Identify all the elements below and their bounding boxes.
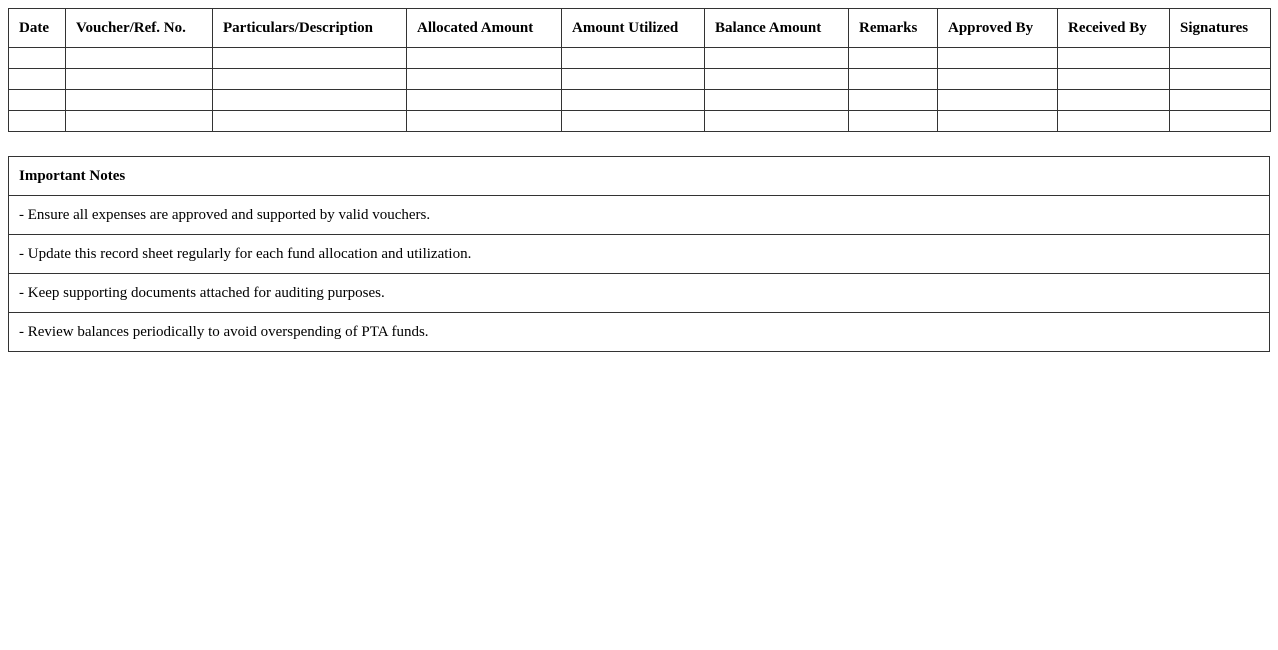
- table-cell[interactable]: [705, 90, 849, 111]
- table-cell[interactable]: [1058, 69, 1170, 90]
- table-cell[interactable]: [213, 111, 407, 132]
- important-notes-table: [8, 156, 1270, 352]
- table-cell[interactable]: [213, 90, 407, 111]
- note-item: - Update this record sheet regularly for each fund allocation and utilization.: [9, 235, 1270, 274]
- column-header-particulars: Particulars/Description: [213, 9, 407, 48]
- table-cell[interactable]: [407, 111, 562, 132]
- table-cell[interactable]: [1058, 90, 1170, 111]
- column-header-date: Date: [9, 9, 66, 48]
- table-cell[interactable]: [705, 111, 849, 132]
- column-header-allocated-amount: Allocated Amount: [407, 9, 562, 48]
- note-item: - Review balances periodically to avoid overspending of PTA funds.: [9, 313, 1270, 352]
- table-row: [9, 90, 1271, 111]
- table-row: [9, 48, 1271, 69]
- fund-record-table: [8, 8, 1271, 132]
- table-cell[interactable]: [66, 111, 213, 132]
- table-cell[interactable]: [1170, 90, 1271, 111]
- table-cell[interactable]: [9, 111, 66, 132]
- table-cell[interactable]: [1170, 48, 1271, 69]
- table-cell[interactable]: [407, 69, 562, 90]
- notes-title: Important Notes: [9, 157, 1270, 196]
- table-cell[interactable]: [562, 90, 705, 111]
- table-cell[interactable]: [1170, 111, 1271, 132]
- table-cell[interactable]: [9, 69, 66, 90]
- table-cell[interactable]: [66, 69, 213, 90]
- note-item: - Ensure all expenses are approved and supported by valid vouchers.: [9, 196, 1270, 235]
- table-cell[interactable]: [849, 69, 938, 90]
- table-cell[interactable]: [849, 90, 938, 111]
- table-cell[interactable]: [9, 90, 66, 111]
- table-cell[interactable]: [1170, 69, 1271, 90]
- table-cell[interactable]: [938, 69, 1058, 90]
- column-header-approved-by: Approved By: [938, 9, 1058, 48]
- note-row: [9, 274, 1270, 313]
- column-header-amount-utilized: Amount Utilized: [562, 9, 705, 48]
- table-cell[interactable]: [213, 48, 407, 69]
- table-cell[interactable]: [407, 90, 562, 111]
- table-cell[interactable]: [938, 111, 1058, 132]
- document-body: [8, 8, 1270, 352]
- table-cell[interactable]: [213, 69, 407, 90]
- table-cell[interactable]: [66, 90, 213, 111]
- note-item: - Keep supporting documents attached for auditing purposes.: [9, 274, 1270, 313]
- notes-header-row: [9, 157, 1270, 196]
- table-cell[interactable]: [705, 69, 849, 90]
- column-header-received-by: Received By: [1058, 9, 1170, 48]
- table-cell[interactable]: [705, 48, 849, 69]
- table-row: [9, 69, 1271, 90]
- table-cell[interactable]: [849, 111, 938, 132]
- column-header-balance-amount: Balance Amount: [705, 9, 849, 48]
- table-row: [9, 111, 1271, 132]
- table-cell[interactable]: [562, 111, 705, 132]
- note-row: [9, 313, 1270, 352]
- column-header-voucher-ref: Voucher/Ref. No.: [66, 9, 213, 48]
- column-header-signatures: Signatures: [1170, 9, 1271, 48]
- table-cell[interactable]: [938, 48, 1058, 69]
- table-cell[interactable]: [9, 48, 66, 69]
- table-cell[interactable]: [849, 48, 938, 69]
- note-row: [9, 196, 1270, 235]
- column-header-remarks: Remarks: [849, 9, 938, 48]
- note-row: [9, 235, 1270, 274]
- table-cell[interactable]: [66, 48, 213, 69]
- table-cell[interactable]: [1058, 111, 1170, 132]
- table-cell[interactable]: [562, 48, 705, 69]
- table-cell[interactable]: [938, 90, 1058, 111]
- table-cell[interactable]: [562, 69, 705, 90]
- table-cell[interactable]: [407, 48, 562, 69]
- table-cell[interactable]: [1058, 48, 1170, 69]
- table-header-row: [9, 9, 1271, 48]
